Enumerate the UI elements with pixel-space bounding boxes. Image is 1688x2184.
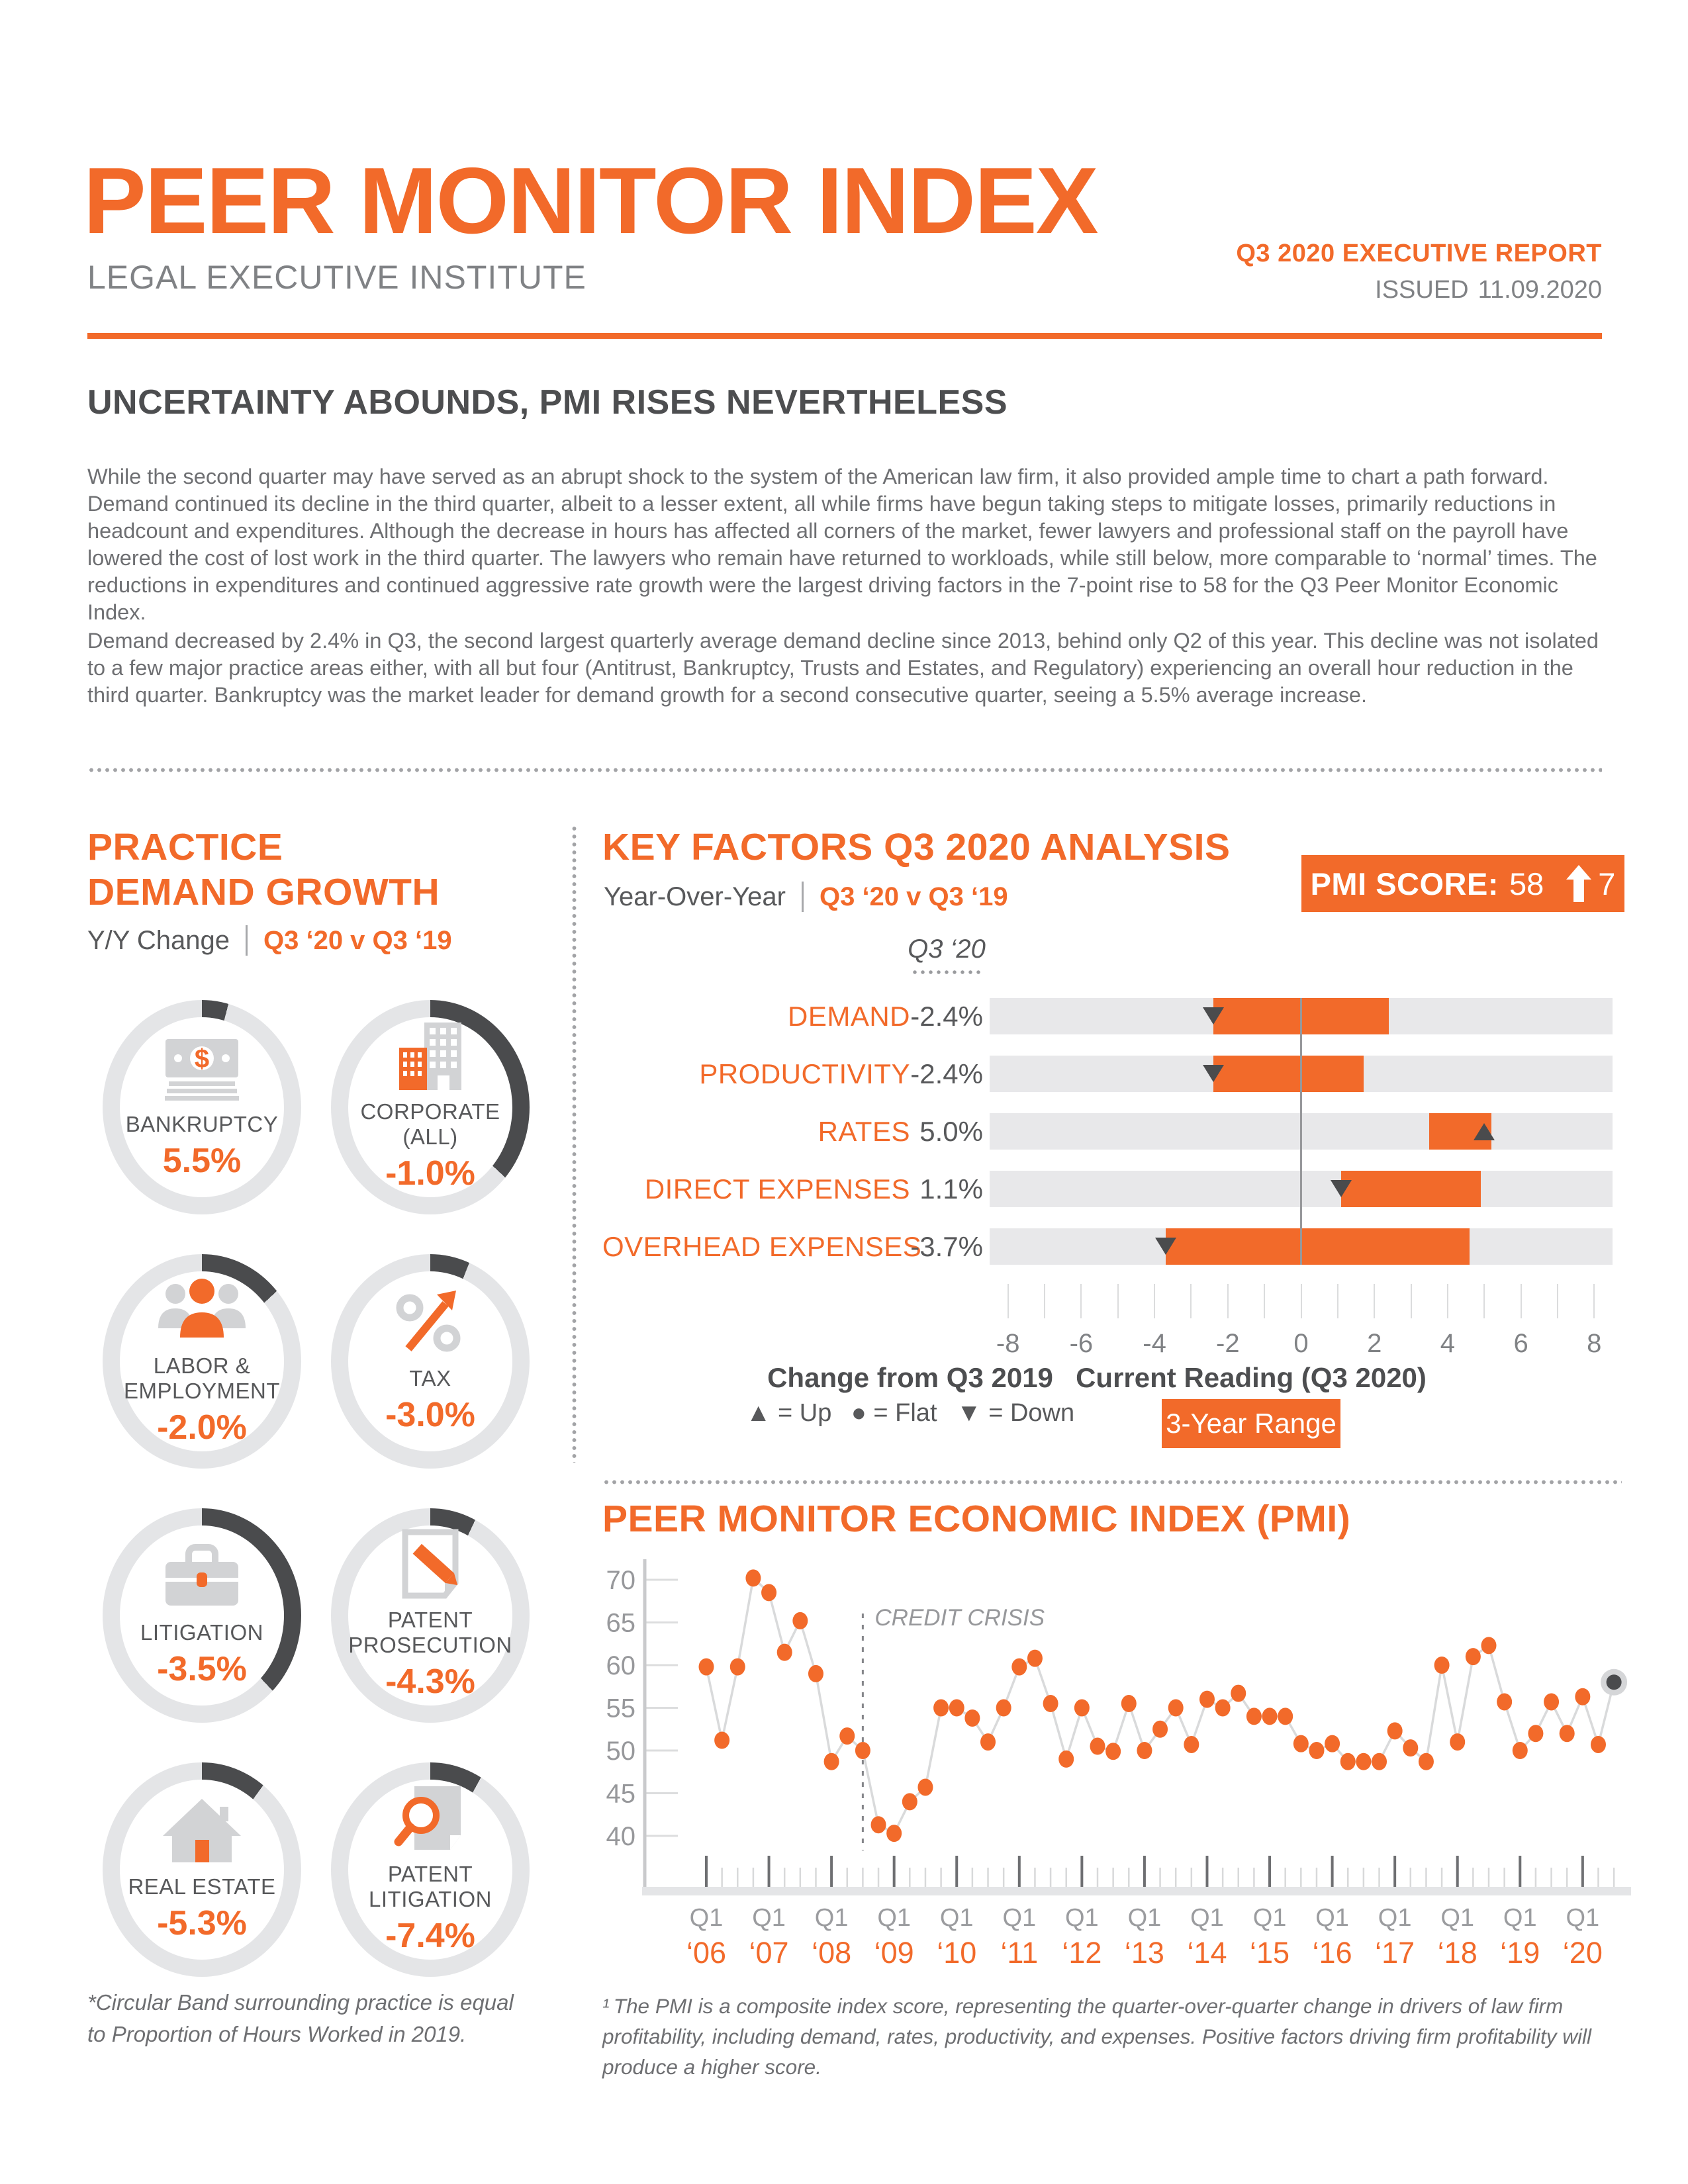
axis-tick xyxy=(1080,1284,1082,1318)
practice-circle-content xyxy=(120,1525,284,1706)
axis-tick-label: -4 xyxy=(1143,1329,1166,1358)
pmi-data-point xyxy=(1246,1707,1262,1725)
practice-label: REAL ESTATE xyxy=(128,1874,276,1899)
pmi-data-point xyxy=(1184,1736,1199,1753)
pmi-data-point xyxy=(1387,1722,1403,1739)
pmi-data-point xyxy=(1325,1735,1340,1752)
axis-tick xyxy=(1190,1284,1192,1318)
pmi-data-point xyxy=(1121,1695,1137,1712)
pmi-data-point xyxy=(1466,1648,1481,1665)
dotted-separator-right xyxy=(602,1480,1622,1484)
factor-row-productivity xyxy=(602,1056,1613,1092)
pmi-data-point xyxy=(1231,1685,1246,1702)
quarter-label: Q1 xyxy=(689,1904,724,1932)
pmi-line-chart xyxy=(598,1547,1635,1987)
pmi-series-line xyxy=(706,1578,1614,1833)
pmi-data-point xyxy=(1278,1707,1293,1725)
pmi-score-badge xyxy=(1301,855,1624,912)
pmi-score-delta: 7 xyxy=(1598,866,1616,901)
quarter-label: Q1 xyxy=(1315,1904,1349,1932)
quarter-label: Q1 xyxy=(814,1904,849,1932)
pmi-data-point xyxy=(1419,1753,1434,1770)
pmi-data-point xyxy=(1152,1721,1168,1738)
pmi-data-point xyxy=(792,1612,808,1629)
pmi-current-point xyxy=(1607,1674,1622,1690)
practice-circle-labor-employment xyxy=(103,1254,301,1469)
legend-symbols: ▲ = Up ● = Flat ▼ = Down xyxy=(745,1399,1075,1427)
practice-circle-corporate-all xyxy=(331,1000,530,1214)
axis-tick xyxy=(1521,1284,1522,1318)
pmi-data-point xyxy=(1027,1650,1043,1667)
axis-tick-label: -8 xyxy=(996,1329,1020,1358)
pmi-data-point xyxy=(1528,1725,1543,1742)
axis-tick xyxy=(1411,1284,1412,1318)
briefcase-icon xyxy=(159,1542,245,1611)
svg-text:$: $ xyxy=(194,1044,210,1073)
pmi-data-point xyxy=(1560,1725,1575,1742)
quarter-label: Q1 xyxy=(1252,1904,1287,1932)
factor-change-marker xyxy=(1155,1238,1176,1255)
year-label: ‘14 xyxy=(1187,1936,1227,1970)
practice-circle-litigation xyxy=(103,1508,301,1723)
factor-change-marker xyxy=(1474,1123,1495,1140)
axis-tick-label: 0 xyxy=(1293,1329,1309,1358)
axis-tick xyxy=(1227,1284,1229,1318)
factor-three-year-range-bar xyxy=(1341,1171,1480,1207)
practice-circle-content xyxy=(120,1271,284,1451)
year-label: ‘15 xyxy=(1250,1936,1290,1970)
pmi-data-point xyxy=(964,1709,980,1727)
pencil-document-icon xyxy=(391,1529,470,1598)
column-header-dotted-underline xyxy=(911,970,982,974)
pmi-data-point xyxy=(699,1659,714,1676)
up-arrow-icon xyxy=(1566,865,1591,902)
factor-row-demand xyxy=(602,998,1613,1034)
intro-paragraph-1: While the second quarter may have served as an abrupt shock to the system of the American law firm, it also provided ample time to chart a path forward. Demand continued its decline in the third quarter, albeit to a lesser extent, all while firms have begun taking steps to mitigate losses, primarily reductions in headcount and expenditures. Although the decrease in hours has affected all corners of the market, fewer lawyers and professional staff on the payroll have lowered the cost of lost work in the third quarter. The lawyers who remain have returned to workloads, while still below, more comparable to ‘normal’ times. The reductions in expenditures and continued aggressive rate growth were the largest driving factors in the 7-point rise to 58 for the Q3 Peer Monitor Economic Index. xyxy=(87,465,1597,624)
practice-value: -3.5% xyxy=(157,1650,247,1688)
axis-tick-label: 4 xyxy=(1440,1329,1456,1358)
factor-label: DIRECT EXPENSES xyxy=(644,1173,910,1205)
axis-tick xyxy=(1117,1284,1119,1318)
practice-circle-content xyxy=(120,1780,284,1960)
pmi-data-point xyxy=(761,1584,776,1601)
quarter-label: Q1 xyxy=(1127,1904,1162,1932)
practice-label: PATENT PROSECUTION xyxy=(348,1608,512,1657)
practice-label: LABOR & EMPLOYMENT xyxy=(123,1353,281,1403)
quarter-label: Q1 xyxy=(877,1904,912,1932)
pmi-data-point xyxy=(777,1644,792,1661)
axis-tick-label: -6 xyxy=(1069,1329,1094,1358)
factor-value: -3.7% xyxy=(910,1230,983,1262)
pmi-data-point xyxy=(808,1665,823,1682)
pmi-data-point xyxy=(1356,1753,1371,1770)
practice-value: -7.4% xyxy=(385,1917,475,1955)
issued-date: 11.09.2020 xyxy=(1477,276,1602,304)
axis-tick-label: 6 xyxy=(1513,1329,1528,1358)
issued-line xyxy=(1236,276,1602,304)
year-label: ‘18 xyxy=(1437,1936,1477,1970)
pmi-data-point xyxy=(1575,1688,1590,1706)
year-label: ‘12 xyxy=(1062,1936,1102,1970)
pmi-data-point xyxy=(1340,1753,1356,1770)
axis-tick xyxy=(1483,1284,1485,1318)
pmi-data-point xyxy=(980,1733,996,1751)
practice-value: -1.0% xyxy=(385,1154,475,1193)
factor-three-year-range-bar xyxy=(1166,1228,1470,1265)
axis-tick xyxy=(1557,1284,1558,1318)
subheading-divider xyxy=(246,925,248,956)
practice-value: -2.0% xyxy=(157,1408,247,1447)
pmi-data-point xyxy=(949,1700,964,1717)
pmi-data-point xyxy=(1011,1659,1027,1676)
pmi-data-point xyxy=(1434,1657,1450,1674)
house-icon xyxy=(159,1796,245,1865)
pmi-data-point xyxy=(1043,1695,1058,1712)
year-over-year-label: Year-Over-Year xyxy=(604,882,786,911)
pmi-data-point xyxy=(1215,1700,1231,1717)
yoy-change-label: Y/Y Change xyxy=(87,925,230,955)
y-axis-label: 65 xyxy=(606,1608,635,1638)
factor-value: 1.1% xyxy=(919,1173,983,1205)
practice-value: 5.5% xyxy=(162,1142,242,1180)
factor-row-direct-expenses xyxy=(602,1171,1613,1207)
pmi-data-point xyxy=(1137,1742,1152,1759)
pmi-data-point xyxy=(745,1569,761,1586)
key-factors-chart xyxy=(602,998,1613,1286)
practice-label: BANKRUPTCY xyxy=(125,1112,279,1136)
axis-tick xyxy=(1264,1284,1265,1318)
axis-tick-label: 8 xyxy=(1587,1329,1602,1358)
subheading-divider xyxy=(802,882,804,912)
factor-value: 5.0% xyxy=(919,1115,983,1147)
factor-change-marker xyxy=(1203,1065,1224,1082)
header-meta xyxy=(1236,240,1602,304)
key-factors-subheading xyxy=(604,882,1008,912)
year-label: ‘07 xyxy=(749,1936,789,1970)
pmi-data-point xyxy=(996,1700,1011,1717)
pmi-score-value: 58 xyxy=(1509,866,1544,901)
pmi-data-point xyxy=(1497,1693,1512,1710)
practice-demand-section xyxy=(87,821,564,2091)
three-year-range-badge: 3-Year Range xyxy=(1162,1399,1340,1448)
axis-tick xyxy=(1447,1284,1448,1318)
pmi-data-point xyxy=(1544,1693,1559,1710)
pmi-data-point xyxy=(886,1825,902,1842)
practice-label: CORPORATE (ALL) xyxy=(360,1099,500,1149)
practice-circle-real-estate xyxy=(103,1762,301,1977)
practice-circle-bankruptcy xyxy=(103,1000,301,1214)
y-axis-label: 50 xyxy=(606,1737,635,1766)
pmi-data-point xyxy=(1168,1700,1184,1717)
quarter-label: Q1 xyxy=(752,1904,786,1932)
factor-row-rates xyxy=(602,1113,1613,1150)
legend-current-title: Current Reading (Q3 2020) xyxy=(1076,1362,1427,1393)
year-label: ‘17 xyxy=(1375,1936,1415,1970)
pmi-data-point xyxy=(1591,1736,1606,1753)
axis-tick-label: -2 xyxy=(1216,1329,1240,1358)
factor-change-marker xyxy=(1331,1180,1352,1197)
factor-row-overhead-expenses xyxy=(602,1228,1613,1265)
axis-tick xyxy=(1044,1284,1045,1318)
intro-paragraph-2: Demand decreased by 2.4% in Q3, the second largest quarterly average demand decline since 2013, behind only Q2 of this year. This decline was not isolated to a few major practice areas either, with all but four (Antitrust, Bankruptcy, Trusts and Estates, and Regulatory) experiencing an overall hour reduction in the third quarter. Bankruptcy was the market leader for demand growth for a second consecutive quarter, seeing a 5.5% average increase. xyxy=(87,629,1599,707)
factor-label: RATES xyxy=(818,1115,910,1147)
factor-label: OVERHEAD EXPENSES xyxy=(602,1230,922,1262)
pmi-data-point xyxy=(1513,1742,1528,1759)
legend-change-title: Change from Q3 2019 xyxy=(767,1362,1053,1393)
axis-tick xyxy=(1374,1284,1375,1318)
y-axis-label: 55 xyxy=(606,1694,635,1723)
factor-value: -2.4% xyxy=(910,1058,983,1089)
quarter-label: Q1 xyxy=(1503,1904,1537,1932)
issued-label: ISSUED xyxy=(1375,276,1469,304)
factor-three-year-range-bar xyxy=(1213,1056,1364,1092)
year-label: ‘19 xyxy=(1500,1936,1540,1970)
key-factors-axis-labels xyxy=(602,1329,1613,1358)
practice-circle-content xyxy=(348,1525,512,1706)
zero-axis-line xyxy=(1300,998,1302,1265)
practice-circle-patent-litigation xyxy=(331,1762,530,1977)
pmi-data-point xyxy=(933,1700,949,1717)
page-title: PEER MONITOR INDEX xyxy=(83,148,1098,253)
pmi-data-point xyxy=(1293,1735,1309,1752)
practice-circle-tax xyxy=(331,1254,530,1469)
quarter-label: Q1 xyxy=(1190,1904,1224,1932)
year-label: ‘09 xyxy=(874,1936,914,1970)
quarter-label: Q1 xyxy=(939,1904,974,1932)
x-axis-bar xyxy=(642,1887,1631,1895)
year-label: ‘08 xyxy=(812,1936,852,1970)
practice-demand-heading: PRACTICE DEMAND GROWTH xyxy=(87,826,440,913)
y-axis-label: 45 xyxy=(606,1779,635,1809)
pmi-data-point xyxy=(855,1742,870,1759)
y-axis-label: 40 xyxy=(606,1822,635,1851)
year-label: ‘06 xyxy=(686,1936,727,1970)
pmi-data-point xyxy=(1481,1637,1497,1654)
report-edition: Q3 2020 EXECUTIVE REPORT xyxy=(1236,240,1602,267)
comparison-label: Q3 ‘20 v Q3 ‘19 xyxy=(263,925,452,955)
pmi-data-point xyxy=(902,1793,917,1810)
year-label: ‘20 xyxy=(1562,1936,1603,1970)
quarter-label: Q1 xyxy=(1002,1904,1037,1932)
practice-value: -4.3% xyxy=(385,1662,475,1701)
year-label: ‘16 xyxy=(1312,1936,1352,1970)
pmi-data-point xyxy=(871,1816,886,1833)
year-label: ‘10 xyxy=(937,1936,977,1970)
pmi-data-point xyxy=(1372,1753,1387,1770)
buildings-icon xyxy=(387,1021,473,1090)
practice-value: -3.0% xyxy=(385,1396,475,1434)
axis-tick xyxy=(1301,1284,1302,1318)
pmi-data-point xyxy=(1058,1751,1074,1768)
practice-value: -5.3% xyxy=(157,1904,247,1942)
dotted-separator-vertical xyxy=(572,825,577,1463)
magnifier-document-icon xyxy=(391,1784,470,1852)
practice-circle-content xyxy=(348,1017,512,1197)
pmi-chart-heading: PEER MONITOR ECONOMIC INDEX (PMI) xyxy=(602,1498,1351,1540)
quarter-label: Q1 xyxy=(1065,1904,1099,1932)
year-label: ‘11 xyxy=(1000,1936,1039,1970)
pmi-data-point xyxy=(1090,1738,1105,1755)
people-icon xyxy=(153,1275,251,1344)
axis-tick xyxy=(1337,1284,1338,1318)
pmi-data-point xyxy=(1105,1743,1121,1760)
pmi-data-point xyxy=(714,1732,729,1749)
pmi-data-point xyxy=(824,1753,839,1770)
current-quarter-column-header: Q3 ‘20 xyxy=(908,934,986,964)
percent-arrow-icon xyxy=(387,1288,473,1357)
comparison-label: Q3 ‘20 v Q3 ‘19 xyxy=(819,882,1008,911)
year-label: ‘13 xyxy=(1124,1936,1164,1970)
org-subtitle: LEGAL EXECUTIVE INSTITUTE xyxy=(87,259,586,296)
circular-band-footnote: *Circular Band surrounding practice is equal to Proportion of Hours Worked in 2019. xyxy=(87,1990,514,2046)
pmi-data-point xyxy=(839,1727,855,1745)
key-factors-section xyxy=(602,821,1635,2091)
pmi-data-point xyxy=(1309,1742,1324,1759)
pmi-data-point xyxy=(917,1778,933,1796)
y-axis-label: 70 xyxy=(606,1566,635,1595)
pmi-data-point xyxy=(1450,1733,1465,1751)
factor-label: DEMAND xyxy=(787,1000,910,1032)
practice-demand-subheading xyxy=(87,925,452,956)
factor-change-marker xyxy=(1203,1007,1224,1024)
practice-circle-content xyxy=(348,1780,512,1960)
money-icon xyxy=(159,1034,245,1103)
factor-value: -2.4% xyxy=(910,1000,983,1032)
key-factors-heading: KEY FACTORS Q3 2020 ANALYSIS xyxy=(602,826,1231,868)
pmi-score-label: PMI SCORE: xyxy=(1310,866,1499,901)
quarter-label: Q1 xyxy=(1440,1904,1475,1932)
intro-heading: UNCERTAINTY ABOUNDS, PMI RISES NEVERTHELESS xyxy=(87,383,1008,422)
pmi-data-point xyxy=(1403,1739,1418,1756)
quarter-label: Q1 xyxy=(1378,1904,1412,1932)
axis-tick-label: 2 xyxy=(1367,1329,1382,1358)
pmi-data-point xyxy=(730,1659,745,1676)
pmi-data-point xyxy=(1262,1707,1278,1725)
key-factors-axis-ticks xyxy=(602,1284,1613,1318)
pmi-data-point xyxy=(1199,1691,1215,1708)
header-rule xyxy=(87,333,1602,339)
quarter-label: Q1 xyxy=(1566,1904,1600,1932)
dotted-separator-top xyxy=(87,768,1602,772)
practice-circle-content xyxy=(120,1017,284,1197)
axis-tick xyxy=(1593,1284,1595,1318)
practice-circle-patent-prosecution xyxy=(331,1508,530,1723)
y-axis-label: 60 xyxy=(606,1651,635,1680)
pmi-footnote: ¹ The PMI is a composite index score, representing the quarter-over-quarter change in drivers of law firm profitability, including demand, rates, productivity, and expenses. Positive factors driving firm profitability will produce a higher score. xyxy=(602,1994,1591,2079)
axis-tick xyxy=(1154,1284,1155,1318)
practice-circle-content xyxy=(348,1271,512,1451)
practice-label: LITIGATION xyxy=(140,1620,263,1645)
factor-label: PRODUCTIVITY xyxy=(699,1058,910,1089)
practice-label: TAX xyxy=(409,1366,451,1390)
credit-crisis-label: CREDIT CRISIS xyxy=(874,1605,1045,1631)
axis-tick xyxy=(1008,1284,1009,1318)
pmi-data-point xyxy=(1074,1700,1090,1717)
practice-label: PATENT LITIGATION xyxy=(369,1862,492,1911)
